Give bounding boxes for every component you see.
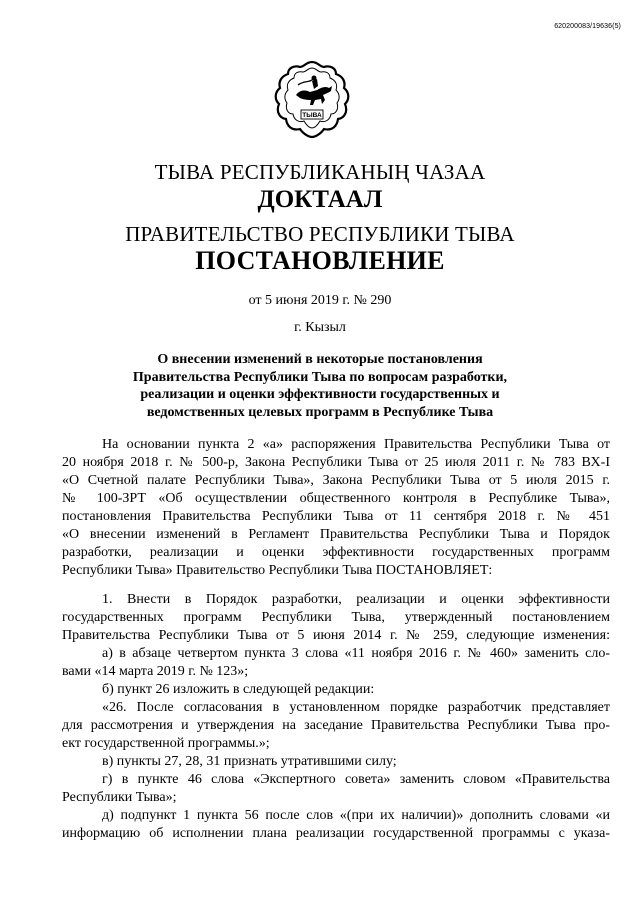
title-line: О внесении изменений в некоторые постановления [157, 352, 483, 367]
item-line: Правительства Республики Тыва от 5 июня 2014 г. № 259, следующие изменения: [62, 628, 610, 643]
preamble-paragraph [62, 436, 610, 580]
preamble-line: На основании пункта 2 «а» распоряжения Правительства Республики Тыва от [102, 437, 610, 452]
preamble-line: 20 ноября 2018 г. № 500-р, Закона Республики Тыва от 25 июля 2011 г. № 783 ВХ-I [62, 455, 610, 470]
item-line: д) подпункт 1 пункта 56 после слов «(при их наличии)» дополнить словами «и [102, 808, 610, 823]
tuva-coat-of-arms-icon [274, 59, 350, 139]
preamble-line: Республики Тыва» Правительство Республики Тыва ПОСТАНОВЛЯЕТ: [62, 563, 493, 578]
item-line: вами «14 марта 2019 г. № 123»; [62, 664, 249, 679]
item-line: 1. Внести в Порядок разработки, реализации и оценки эффективности [102, 592, 610, 607]
emblem-label: ТЫВА [302, 112, 322, 119]
title-line: Правительства Республики Тыва по вопросам разработки, [132, 369, 508, 385]
item-line: государственных программ Республики Тыва, утвержденный постановлением [62, 610, 610, 625]
item-line: г) в пункте 46 слова «Экспертного совета» заменить словом «Правительства [102, 772, 610, 787]
item-line: а) в абзаце четвертом пункта 3 слова «11 ноября 2016 г. № 460» заменить сло- [102, 646, 610, 661]
russian-document-type: ПОСТАНОВЛЕНИЕ [195, 246, 445, 275]
document-date-number: от 5 июня 2019 г. № 290 [248, 293, 392, 308]
preamble-line: постановления Правительства Республики Тыва от 11 сентября 2018 г. № 451 [62, 509, 610, 524]
preamble-line: разработки, реализации и оценки эффективности государственных программ [62, 545, 610, 560]
resolution-title [0, 351, 640, 421]
item-line: Республики Тыва»; [62, 790, 177, 805]
item-1-paragraph [62, 591, 610, 843]
tuvan-document-type: ДОКТААЛ [257, 186, 383, 213]
item-line: ект государственной программы.»; [62, 736, 270, 751]
preamble-line: «О внесении изменений в Регламент Правительства Республики Тыва и Порядок [62, 527, 610, 542]
title-line: ведомственных целевых программ в Республике Тыва [146, 404, 494, 420]
item-line: в) пункты 27, 28, 31 признать утратившими силу; [102, 754, 397, 769]
preamble-line: «О Счетной палате Республики Тыва», Закона Республики Тыва от 5 июля 2015 г. [62, 473, 610, 488]
document-city: г. Кызыл [294, 320, 346, 335]
russian-government-name: ПРАВИТЕЛЬСТВО РЕСПУБЛИКИ ТЫВА [125, 222, 515, 246]
document-registration-number: 620200083/19636(5) [554, 23, 621, 30]
title-line: реализации и оценки эффективности государственных и [140, 387, 500, 402]
item-line: «26. После согласования в установленном порядке разработчик представляет [102, 700, 610, 715]
item-line: б) пункт 26 изложить в следующей редакции: [102, 682, 375, 697]
item-line: для рассмотрения и утверждения на заседание Правительства Республики Тыва про- [62, 718, 610, 733]
preamble-line: № 100-ЗРТ «Об осуществлении общественного контроля в Республике Тыва», [62, 491, 610, 506]
item-line: информацию об исполнении плана реализации государственной программы с указа- [62, 826, 610, 841]
tuvan-government-name: ТЫВА РЕСПУБЛИКАНЫҢ ЧАЗАА [154, 160, 486, 184]
